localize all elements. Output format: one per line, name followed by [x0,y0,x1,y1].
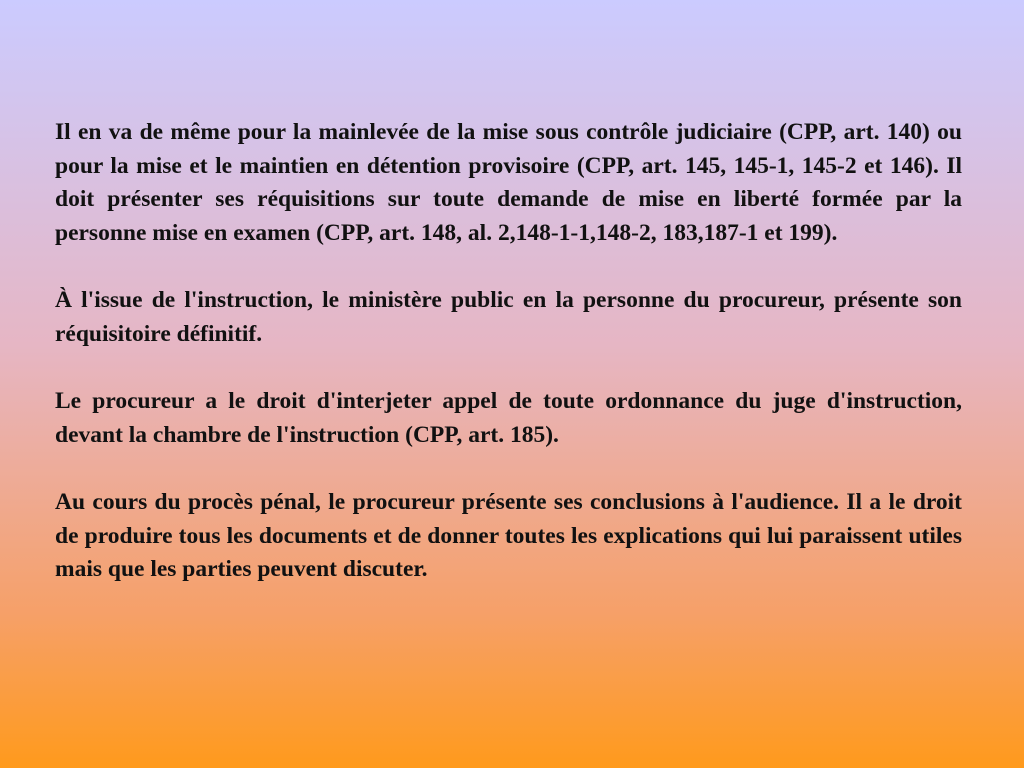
paragraph-requisitoire: À l'issue de l'instruction, le ministère public en la personne du procureur, présente son réquisitoire définitif. [55,287,962,347]
slide-body [55,116,962,587]
paragraph-appeal: Le procureur a le droit d'interjeter appel de toute ordonnance du juge d'instruction, devant la chambre de l'instruction (CPP, art. 185). [55,388,962,448]
paragraph-detention: Il en va de même pour la mainlevée de la mise sous contrôle judiciaire (CPP, art. 140) ou pour la mise et le maintien en détention provisoire (CPP, art. 145, 145-1, 145-2 et 146). Il doit présenter ses réquisitions sur toute demande de mise en liberté formée par la personne mise en examen (CPP, art. 148, al. 2,148-1-1,148-2, 183,187-1 et 199). [55,119,962,246]
paragraph-trial: Au cours du procès pénal, le procureur présente ses conclusions à l'audience. Il a le droit de produire tous les documents et de donner toutes les explications qui lui paraissent utiles mais que les parties peuvent discuter. [55,489,962,582]
